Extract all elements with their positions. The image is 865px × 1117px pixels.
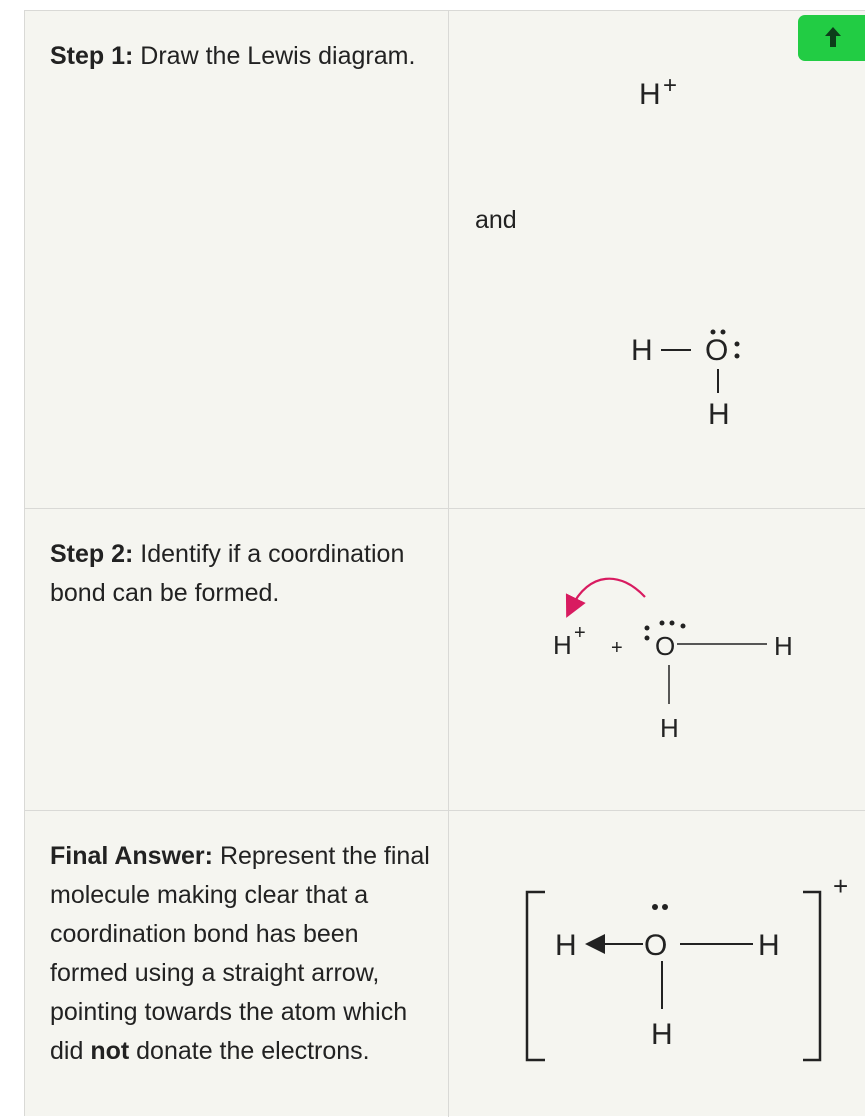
step-2-label: Step 2:: [50, 540, 134, 568]
water-oxygen: O: [705, 334, 729, 367]
step-2-instruction: [50, 535, 430, 613]
table-row-final-answer: [25, 811, 865, 1117]
final-answer-lewis-diagram: [449, 811, 865, 1117]
left-bracket: [527, 892, 545, 1060]
step-2-instruction-cell: [25, 509, 449, 810]
final-answer-label: Final Answer:: [50, 842, 213, 870]
lone-pair-dot: [645, 636, 650, 641]
electron-pair-arrow: [571, 579, 645, 608]
final-answer-text-after: donate the electrons.: [129, 1037, 370, 1065]
step-1-lewis-diagram: [449, 11, 865, 508]
step-1-instruction-cell: [25, 11, 449, 508]
water-hydrogen-left: H: [631, 334, 653, 367]
final-answer-text-before: Represent the final molecule making clear that a coordination bond has been formed using a straight arrow, pointing towards the atom which did: [50, 842, 430, 1065]
arrow-up-icon: [822, 25, 844, 49]
right-bracket: [803, 892, 820, 1060]
lone-pair-dot: [735, 354, 740, 359]
step-1-diagram-cell: [449, 11, 865, 508]
step-2-diagram-cell: [449, 509, 865, 810]
hydrogen-ion-charge: +: [574, 622, 586, 644]
final-answer-instruction: [50, 837, 430, 1071]
final-answer-emphasis: not: [90, 1037, 130, 1065]
water-hydrogen-bottom: H: [660, 713, 679, 743]
hydrogen-bottom: H: [651, 1018, 673, 1051]
solution-table: [24, 10, 865, 1116]
lone-pair-dot: [662, 904, 668, 910]
plus-sign: +: [611, 637, 623, 659]
step-1-text: Draw the Lewis diagram.: [133, 42, 416, 70]
lone-pair-dot: [670, 621, 675, 626]
scroll-to-top-button[interactable]: [798, 15, 865, 61]
hydrogen-ion-charge: +: [663, 72, 678, 99]
lone-pair-dot: [645, 626, 650, 631]
hydrogen-right: H: [758, 929, 780, 962]
table-row-step-1: [25, 11, 865, 509]
lone-pair-dot: [660, 621, 665, 626]
water-oxygen: O: [655, 631, 676, 661]
final-answer-diagram-cell: [449, 811, 865, 1117]
lone-pair-dot: [721, 330, 726, 335]
final-answer-instruction-cell: [25, 811, 449, 1117]
lone-pair-dot: [735, 342, 740, 347]
hydrogen-ion-symbol: H: [639, 78, 661, 111]
step-2-lewis-diagram: [449, 509, 865, 809]
hydrogen-ion-symbol: H: [553, 630, 572, 660]
hydrogen-left: H: [555, 929, 577, 962]
table-row-step-2: [25, 509, 865, 811]
step-1-label: Step 1:: [50, 42, 134, 70]
and-connector: and: [475, 206, 517, 234]
step-1-instruction: [50, 37, 430, 76]
lone-pair-dot: [652, 904, 658, 910]
overall-charge: +: [833, 871, 849, 901]
oxygen: O: [644, 929, 668, 962]
step-2-text: Identify if a coordination bond can be formed.: [50, 540, 405, 607]
lone-pair-dot: [711, 330, 716, 335]
water-hydrogen-bottom: H: [708, 398, 730, 431]
water-hydrogen-right: H: [774, 631, 793, 661]
lone-pair-dot: [681, 624, 686, 629]
